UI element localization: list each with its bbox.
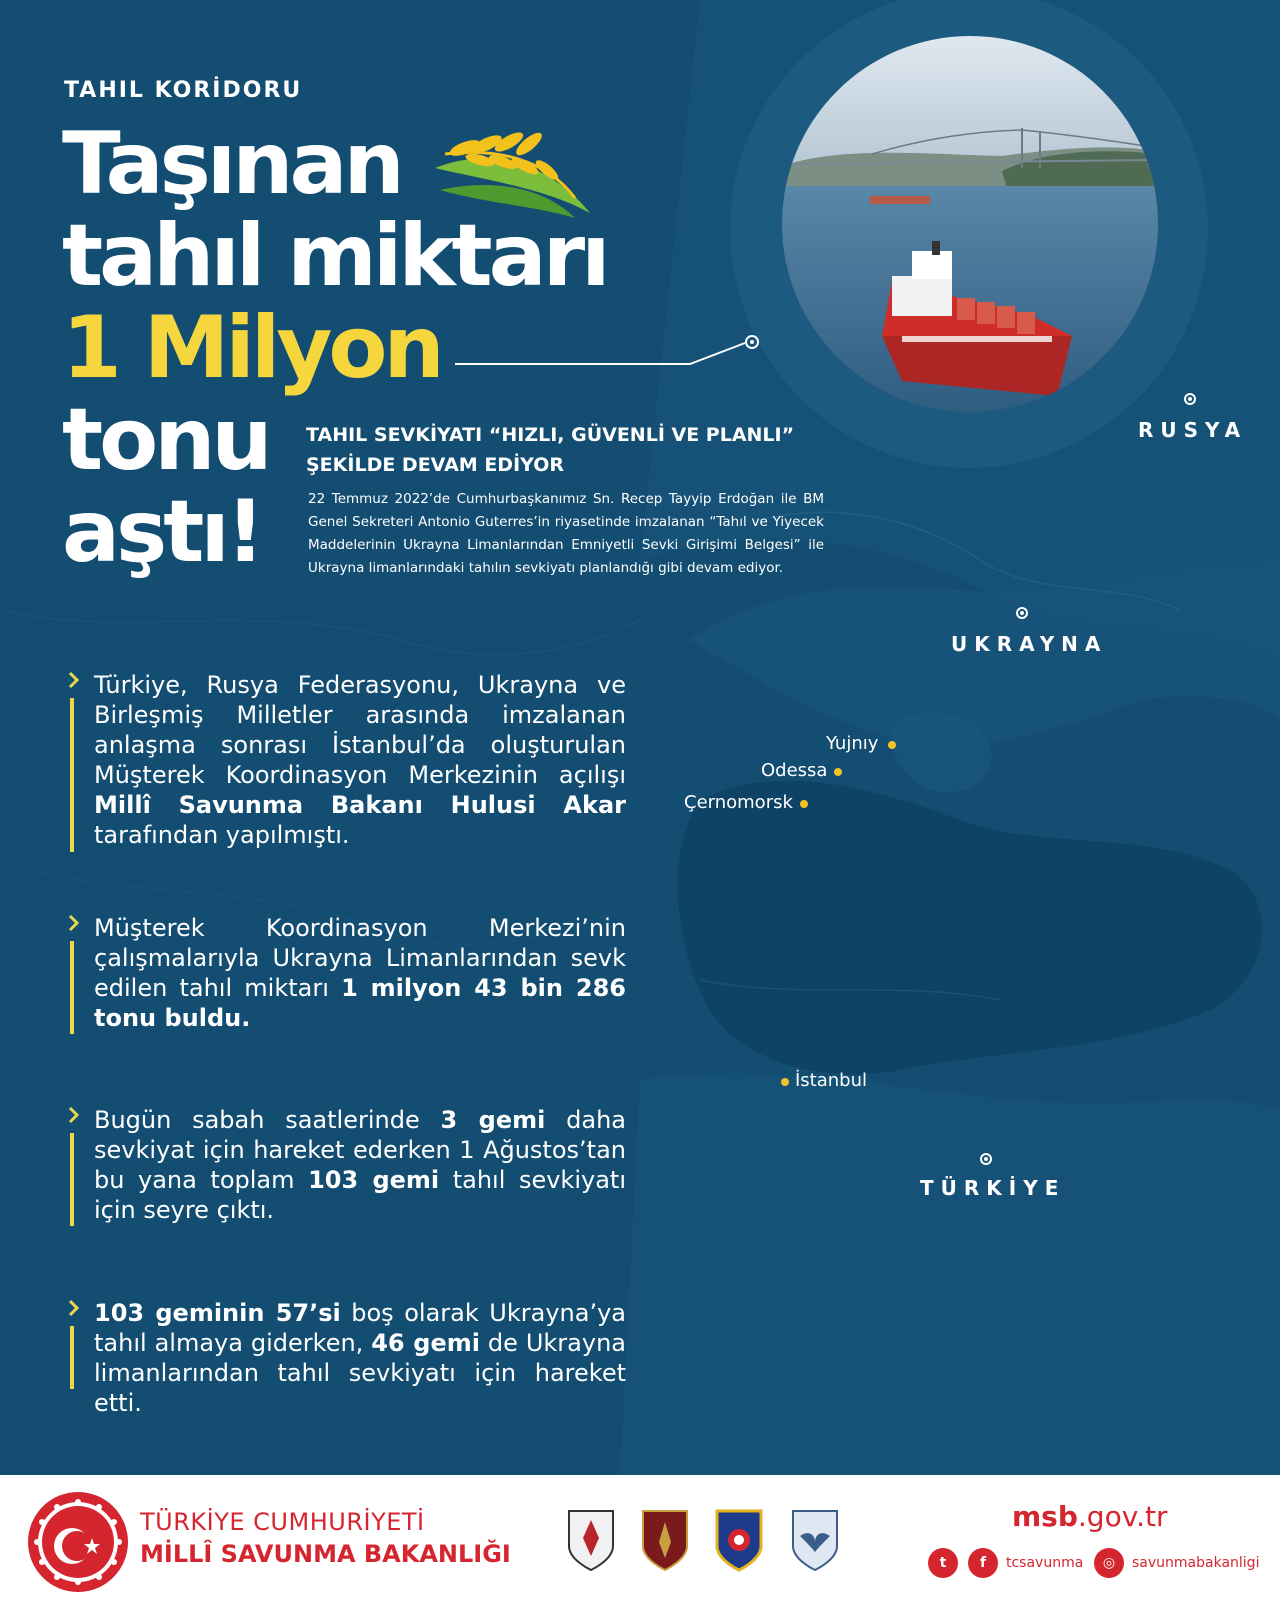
country-label-turkey: TÜRKİYE xyxy=(920,1176,1066,1200)
bullet-text: Müşterek Koordinasyon Merkezi’nin çalışmalarıyla Ukrayna Limanlarından sevk edilen tahıl miktarı 1 milyon 43 bin 286 tonu buldu. xyxy=(94,914,626,1032)
website-link[interactable]: msb.gov.tr xyxy=(1012,1500,1168,1533)
map-marker xyxy=(1016,607,1028,619)
instagram-icon: ◎ xyxy=(1094,1548,1124,1578)
facebook-link[interactable] xyxy=(968,1548,1083,1578)
subsection-title-line: ŞEKİLDE DEVAM EDİYOR xyxy=(306,454,565,476)
twitter-icon: t xyxy=(928,1548,958,1578)
chevron-right-icon xyxy=(66,670,82,690)
bullet-bar xyxy=(70,1326,74,1389)
port-label-odessa: Odessa xyxy=(761,760,828,781)
port-dot xyxy=(888,741,896,749)
port-label-chernomorsk: Çernomorsk xyxy=(684,792,793,813)
port-label-yujniy: Yujnıy xyxy=(826,733,879,754)
port-label-istanbul: İstanbul xyxy=(795,1070,868,1091)
headline-line: tonu xyxy=(62,390,269,490)
headline-line: tahıl miktarı xyxy=(62,206,607,306)
headline-line: aştı! xyxy=(62,482,262,582)
twitter-link[interactable] xyxy=(928,1548,958,1578)
port-dot xyxy=(781,1078,789,1086)
bullet-bar xyxy=(70,1133,74,1226)
bullet-text: 103 geminin 57’si boş olarak Ukrayna’ya tahıl almaya giderken, 46 gemi de Ukrayna limanlarından tahıl sevkiyatı için hareket etti. xyxy=(94,1299,626,1417)
country-label-russia: RUSYA xyxy=(1138,418,1248,442)
bullet-text: Bugün sabah saatlerinde 3 gemi daha sevkiyat için hareket ederken 1 Ağustos’tan bu yana toplam 103 gemi tahıl sevkiyatı için seyre çıktı. xyxy=(94,1106,626,1224)
bullet-item xyxy=(66,913,626,1038)
chevron-right-icon xyxy=(66,913,82,933)
bullet-text: Türkiye, Rusya Federasyonu, Ukrayna ve Birleşmiş Milletler arasında imzalanan anlaşma sonrası İstanbul’da oluşturulan Müşterek Koordinasyon Merkezinin açılışı Millî Savunma Bakanı Hulusi Akar tarafından yapılmıştı. xyxy=(94,671,626,849)
twitter-handle: tcsavunma xyxy=(1006,1555,1084,1571)
bullet-bar xyxy=(70,698,74,852)
general-staff-shield-icon xyxy=(566,1508,616,1572)
instagram-link[interactable] xyxy=(1094,1548,1259,1578)
headline-line: Taşınan xyxy=(62,114,401,214)
country-label-ukraine: UKRAYNA xyxy=(951,632,1108,656)
chevron-right-icon xyxy=(66,1105,82,1125)
instagram-handle: savunmabakanligi xyxy=(1132,1555,1260,1571)
ministry-name-line1: TÜRKİYE CUMHURİYETİ xyxy=(140,1508,425,1536)
headline-highlight: 1 Milyon xyxy=(62,298,441,398)
chevron-right-icon xyxy=(66,1298,82,1318)
subsection-title-line: TAHIL SEVKİYATI “HIZLI, GÜVENLİ VE PLANLI” xyxy=(306,424,795,446)
port-dot xyxy=(800,800,808,808)
bullet-item xyxy=(66,1105,626,1230)
facebook-icon: f xyxy=(968,1548,998,1578)
land-forces-shield-icon xyxy=(640,1508,690,1572)
bosphorus-ship-photo xyxy=(782,36,1158,412)
naval-forces-shield-icon xyxy=(714,1508,764,1572)
bullet-item xyxy=(66,670,626,856)
bullet-item xyxy=(66,1298,626,1417)
subsection-title xyxy=(306,420,826,480)
map-marker xyxy=(980,1153,992,1165)
ministry-emblem-icon xyxy=(26,1490,130,1594)
subsection-body: 22 Temmuz 2022’de Cumhurbaşkanımız Sn. Recep Tayyip Erdoğan ile BM Genel Sekreteri Antonio Guterres’in riyasetinde imzalanan “Tahıl ve Yiyecek Maddelerinin Ukrayna Limanlarından Emniyetli Sevki Girişimi Belgesi” ile Ukrayna limanlarındaki tahılın sevkiyatı planlandığı gibi devam ediyor. xyxy=(308,491,824,576)
bullet-bar xyxy=(70,941,74,1034)
map-marker xyxy=(1184,393,1196,405)
ministry-name-line2: MİLLÎ SAVUNMA BAKANLIĞI xyxy=(140,1540,511,1568)
port-dot xyxy=(834,768,842,776)
kicker-label: TAHIL KORİDORU xyxy=(64,78,303,103)
air-forces-shield-icon xyxy=(790,1508,840,1572)
